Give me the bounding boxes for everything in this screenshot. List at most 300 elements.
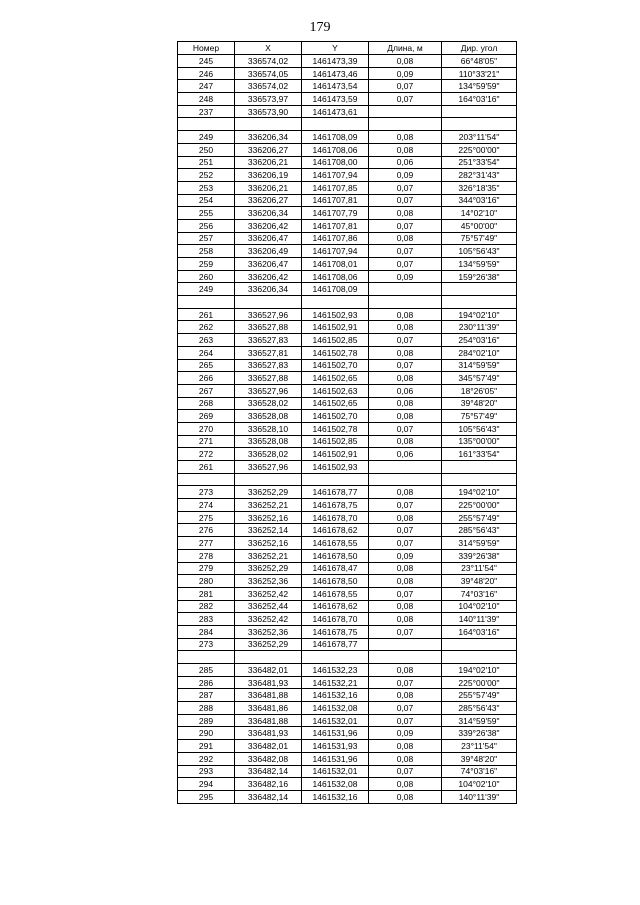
cell-y: 1461531,96 xyxy=(302,727,369,740)
cell-length: 0,08 xyxy=(369,613,442,626)
cell-y: 1461532,16 xyxy=(302,689,369,702)
cell-direction-angle: 339°26'38" xyxy=(442,727,517,740)
cell-x: 336252,29 xyxy=(235,486,302,499)
cell-number: 289 xyxy=(178,714,235,727)
cell-x: 336482,01 xyxy=(235,664,302,677)
cell-length: 0,09 xyxy=(369,169,442,182)
cell-number: 268 xyxy=(178,397,235,410)
cell-x xyxy=(235,473,302,486)
cell-number: 288 xyxy=(178,702,235,715)
cell-direction-angle: 251°33'54" xyxy=(442,156,517,169)
cell-x: 336252,21 xyxy=(235,549,302,562)
cell-x: 336481,88 xyxy=(235,714,302,727)
cell-y: 1461678,75 xyxy=(302,625,369,638)
cell-number: 261 xyxy=(178,461,235,474)
cell-direction-angle: 45°00'00" xyxy=(442,219,517,232)
table-row xyxy=(178,562,517,575)
table-row xyxy=(178,334,517,347)
cell-x: 336482,01 xyxy=(235,740,302,753)
table-row xyxy=(178,765,517,778)
cell-length: 0,07 xyxy=(369,422,442,435)
cell-x: 336528,02 xyxy=(235,397,302,410)
cell-y: 1461473,54 xyxy=(302,80,369,93)
cell-x: 336252,44 xyxy=(235,600,302,613)
cell-x: 336206,21 xyxy=(235,181,302,194)
cell-y: 1461532,08 xyxy=(302,778,369,791)
cell-x: 336481,93 xyxy=(235,727,302,740)
cell-number: 261 xyxy=(178,308,235,321)
cell-length xyxy=(369,105,442,118)
cell-y: 1461707,81 xyxy=(302,194,369,207)
cell-direction-angle: 164°03'16" xyxy=(442,625,517,638)
cell-direction-angle: 104°02'10" xyxy=(442,778,517,791)
table-row xyxy=(178,613,517,626)
cell-number: 258 xyxy=(178,245,235,258)
cell-y: 1461502,78 xyxy=(302,346,369,359)
cell-direction-angle: 255°57'49" xyxy=(442,689,517,702)
cell-length: 0,07 xyxy=(369,258,442,271)
table-row xyxy=(178,587,517,600)
table-body xyxy=(178,55,517,804)
cell-y: 1461502,65 xyxy=(302,372,369,385)
cell-number: 275 xyxy=(178,511,235,524)
cell-direction-angle: 326°18'35" xyxy=(442,181,517,194)
table-row xyxy=(178,397,517,410)
cell-direction-angle: 75°57'49" xyxy=(442,232,517,245)
cell-direction-angle: 314°59'59" xyxy=(442,537,517,550)
cell-y: 1461532,16 xyxy=(302,790,369,803)
cell-x: 336206,42 xyxy=(235,219,302,232)
cell-length: 0,07 xyxy=(369,499,442,512)
cell-length: 0,09 xyxy=(369,270,442,283)
cell-number: 269 xyxy=(178,410,235,423)
cell-length xyxy=(369,283,442,296)
cell-x: 336206,27 xyxy=(235,143,302,156)
cell-number: 283 xyxy=(178,613,235,626)
cell-direction-angle: 104°02'10" xyxy=(442,600,517,613)
cell-number: 262 xyxy=(178,321,235,334)
cell-direction-angle: 39°48'20" xyxy=(442,752,517,765)
cell-length: 0,08 xyxy=(369,346,442,359)
cell-y: 1461708,00 xyxy=(302,156,369,169)
cell-number: 274 xyxy=(178,499,235,512)
table-row xyxy=(178,790,517,803)
cell-length: 0,08 xyxy=(369,207,442,220)
cell-y: 1461678,75 xyxy=(302,499,369,512)
cell-x: 336252,16 xyxy=(235,537,302,550)
cell-direction-angle: 39°48'20" xyxy=(442,397,517,410)
cell-number: 277 xyxy=(178,537,235,550)
cell-length: 0,08 xyxy=(369,664,442,677)
cell-number: 282 xyxy=(178,600,235,613)
cell-y: 1461502,91 xyxy=(302,321,369,334)
table-row xyxy=(178,752,517,765)
cell-length: 0,08 xyxy=(369,486,442,499)
cell-length: 0,07 xyxy=(369,702,442,715)
cell-x: 336527,81 xyxy=(235,346,302,359)
cell-number: 247 xyxy=(178,80,235,93)
table-row xyxy=(178,702,517,715)
cell-number: 265 xyxy=(178,359,235,372)
cell-number: 246 xyxy=(178,67,235,80)
cell-direction-angle: 194°02'10" xyxy=(442,308,517,321)
cell-y: 1461707,85 xyxy=(302,181,369,194)
cell-y: 1461532,23 xyxy=(302,664,369,677)
cell-y: 1461678,47 xyxy=(302,562,369,575)
cell-number: 284 xyxy=(178,625,235,638)
table-row xyxy=(178,384,517,397)
page-number: 179 xyxy=(309,20,331,35)
cell-number: 294 xyxy=(178,778,235,791)
table-row xyxy=(178,473,517,486)
cell-x: 336527,88 xyxy=(235,321,302,334)
header-y: Y xyxy=(302,42,369,55)
cell-x: 336528,08 xyxy=(235,410,302,423)
table-row xyxy=(178,638,517,651)
cell-x: 336252,29 xyxy=(235,562,302,575)
cell-x: 336574,02 xyxy=(235,80,302,93)
cell-length: 0,07 xyxy=(369,194,442,207)
cell-x: 336482,14 xyxy=(235,765,302,778)
cell-direction-angle: 74°03'16" xyxy=(442,765,517,778)
cell-y xyxy=(302,296,369,309)
cell-length: 0,07 xyxy=(369,537,442,550)
header-x: X xyxy=(235,42,302,55)
cell-x: 336206,21 xyxy=(235,156,302,169)
cell-x: 336574,05 xyxy=(235,67,302,80)
table-row xyxy=(178,664,517,677)
cell-x: 336481,88 xyxy=(235,689,302,702)
cell-number: 281 xyxy=(178,587,235,600)
cell-x: 336252,29 xyxy=(235,638,302,651)
cell-y: 1461531,93 xyxy=(302,740,369,753)
cell-number: 271 xyxy=(178,435,235,448)
cell-y: 1461473,59 xyxy=(302,93,369,106)
cell-length: 0,08 xyxy=(369,55,442,68)
cell-direction-angle: 23°11'54" xyxy=(442,740,517,753)
table-row xyxy=(178,778,517,791)
cell-length: 0,08 xyxy=(369,562,442,575)
cell-x: 336573,97 xyxy=(235,93,302,106)
cell-direction-angle xyxy=(442,461,517,474)
cell-length: 0,08 xyxy=(369,397,442,410)
cell-length: 0,08 xyxy=(369,308,442,321)
cell-length: 0,08 xyxy=(369,143,442,156)
cell-y: 1461502,85 xyxy=(302,334,369,347)
cell-length: 0,09 xyxy=(369,727,442,740)
cell-length: 0,08 xyxy=(369,752,442,765)
cell-direction-angle: 285°56'43" xyxy=(442,702,517,715)
cell-x: 336481,93 xyxy=(235,676,302,689)
cell-direction-angle: 164°03'16" xyxy=(442,93,517,106)
table-row xyxy=(178,270,517,283)
cell-length: 0,08 xyxy=(369,372,442,385)
cell-y: 1461708,09 xyxy=(302,131,369,144)
table-row xyxy=(178,575,517,588)
cell-y: 1461707,81 xyxy=(302,219,369,232)
cell-length: 0,08 xyxy=(369,410,442,423)
cell-y: 1461502,93 xyxy=(302,308,369,321)
cell-x: 336206,34 xyxy=(235,283,302,296)
cell-x: 336206,34 xyxy=(235,207,302,220)
cell-length xyxy=(369,651,442,664)
cell-y: 1461502,93 xyxy=(302,461,369,474)
cell-length: 0,06 xyxy=(369,156,442,169)
cell-number xyxy=(178,473,235,486)
cell-length: 0,07 xyxy=(369,245,442,258)
cell-x: 336206,49 xyxy=(235,245,302,258)
table-row xyxy=(178,435,517,448)
cell-y: 1461708,01 xyxy=(302,258,369,271)
cell-y: 1461678,62 xyxy=(302,524,369,537)
table-row xyxy=(178,296,517,309)
cell-y: 1461502,70 xyxy=(302,410,369,423)
cell-direction-angle xyxy=(442,473,517,486)
cell-direction-angle: 225°00'00" xyxy=(442,143,517,156)
cell-number: 295 xyxy=(178,790,235,803)
table-row xyxy=(178,131,517,144)
table-row xyxy=(178,118,517,131)
table-row xyxy=(178,448,517,461)
cell-length: 0,07 xyxy=(369,181,442,194)
cell-number: 266 xyxy=(178,372,235,385)
cell-length xyxy=(369,473,442,486)
cell-length: 0,09 xyxy=(369,67,442,80)
cell-y: 1461678,55 xyxy=(302,537,369,550)
table-row xyxy=(178,524,517,537)
cell-y: 1461532,01 xyxy=(302,714,369,727)
table-row xyxy=(178,181,517,194)
cell-length: 0,08 xyxy=(369,321,442,334)
cell-number: 251 xyxy=(178,156,235,169)
cell-number: 291 xyxy=(178,740,235,753)
table-row xyxy=(178,537,517,550)
cell-length: 0,07 xyxy=(369,625,442,638)
table-row xyxy=(178,625,517,638)
cell-direction-angle: 105°56'43" xyxy=(442,245,517,258)
table-row xyxy=(178,740,517,753)
cell-length: 0,08 xyxy=(369,232,442,245)
cell-x xyxy=(235,296,302,309)
cell-direction-angle: 194°02'10" xyxy=(442,486,517,499)
cell-number: 249 xyxy=(178,131,235,144)
cell-y: 1461678,50 xyxy=(302,549,369,562)
cell-direction-angle: 159°26'38" xyxy=(442,270,517,283)
cell-number: 249 xyxy=(178,283,235,296)
table-row xyxy=(178,55,517,68)
cell-direction-angle: 314°59'59" xyxy=(442,714,517,727)
table-row xyxy=(178,207,517,220)
cell-length xyxy=(369,118,442,131)
cell-number: 264 xyxy=(178,346,235,359)
cell-direction-angle: 203°11'54" xyxy=(442,131,517,144)
table-row xyxy=(178,549,517,562)
cell-direction-angle: 339°26'38" xyxy=(442,549,517,562)
cell-length: 0,07 xyxy=(369,714,442,727)
cell-direction-angle: 23°11'54" xyxy=(442,562,517,575)
cell-x: 336528,08 xyxy=(235,435,302,448)
cell-x: 336206,42 xyxy=(235,270,302,283)
cell-length: 0,09 xyxy=(369,549,442,562)
table-row xyxy=(178,346,517,359)
cell-length: 0,08 xyxy=(369,790,442,803)
cell-x: 336252,42 xyxy=(235,613,302,626)
cell-length: 0,08 xyxy=(369,600,442,613)
cell-length: 0,07 xyxy=(369,676,442,689)
table-row xyxy=(178,359,517,372)
cell-number: 257 xyxy=(178,232,235,245)
cell-x: 336482,16 xyxy=(235,778,302,791)
table-row xyxy=(178,511,517,524)
cell-y: 1461532,21 xyxy=(302,676,369,689)
cell-length xyxy=(369,638,442,651)
cell-direction-angle: 345°57'49" xyxy=(442,372,517,385)
cell-x: 336573,90 xyxy=(235,105,302,118)
cell-length: 0,07 xyxy=(369,334,442,347)
cell-direction-angle: 140°11'39" xyxy=(442,613,517,626)
cell-x: 336527,96 xyxy=(235,308,302,321)
header-direction-angle: Дир. угол xyxy=(442,42,517,55)
cell-y: 1461502,65 xyxy=(302,397,369,410)
cell-length: 0,07 xyxy=(369,765,442,778)
cell-number: 263 xyxy=(178,334,235,347)
cell-direction-angle: 230°11'39" xyxy=(442,321,517,334)
cell-direction-angle: 140°11'39" xyxy=(442,790,517,803)
cell-number: 260 xyxy=(178,270,235,283)
cell-x: 336206,34 xyxy=(235,131,302,144)
cell-length: 0,06 xyxy=(369,448,442,461)
cell-number: 287 xyxy=(178,689,235,702)
cell-y: 1461707,79 xyxy=(302,207,369,220)
cell-y: 1461473,39 xyxy=(302,55,369,68)
cell-y: 1461678,70 xyxy=(302,511,369,524)
header-length: Длина, м xyxy=(369,42,442,55)
cell-x: 336206,19 xyxy=(235,169,302,182)
cell-direction-angle: 285°56'43" xyxy=(442,524,517,537)
cell-x: 336252,42 xyxy=(235,587,302,600)
cell-y: 1461473,46 xyxy=(302,67,369,80)
cell-direction-angle: 161°33'54" xyxy=(442,448,517,461)
table-row xyxy=(178,67,517,80)
cell-length: 0,07 xyxy=(369,219,442,232)
cell-length: 0,08 xyxy=(369,575,442,588)
table-row xyxy=(178,600,517,613)
cell-direction-angle: 134°59'59" xyxy=(442,80,517,93)
cell-number: 245 xyxy=(178,55,235,68)
cell-number: 276 xyxy=(178,524,235,537)
cell-number: 256 xyxy=(178,219,235,232)
cell-length: 0,07 xyxy=(369,587,442,600)
table-row xyxy=(178,105,517,118)
cell-direction-angle: 254°03'16" xyxy=(442,334,517,347)
cell-y: 1461502,91 xyxy=(302,448,369,461)
table-row xyxy=(178,194,517,207)
cell-length xyxy=(369,296,442,309)
table-row xyxy=(178,245,517,258)
cell-x: 336252,36 xyxy=(235,575,302,588)
cell-x: 336574,02 xyxy=(235,55,302,68)
cell-y: 1461678,77 xyxy=(302,638,369,651)
cell-number: 250 xyxy=(178,143,235,156)
cell-direction-angle: 39°48'20" xyxy=(442,575,517,588)
cell-number: 255 xyxy=(178,207,235,220)
cell-direction-angle: 282°31'43" xyxy=(442,169,517,182)
cell-y xyxy=(302,473,369,486)
cell-y xyxy=(302,118,369,131)
cell-x: 336482,08 xyxy=(235,752,302,765)
cell-number xyxy=(178,651,235,664)
cell-length: 0,07 xyxy=(369,93,442,106)
cell-y: 1461502,70 xyxy=(302,359,369,372)
cell-number: 254 xyxy=(178,194,235,207)
cell-y: 1461678,50 xyxy=(302,575,369,588)
table-row xyxy=(178,93,517,106)
cell-direction-angle xyxy=(442,118,517,131)
cell-x: 336528,10 xyxy=(235,422,302,435)
cell-length: 0,08 xyxy=(369,131,442,144)
cell-y: 1461678,55 xyxy=(302,587,369,600)
cell-y: 1461678,77 xyxy=(302,486,369,499)
cell-direction-angle: 314°59'59" xyxy=(442,359,517,372)
table-row xyxy=(178,499,517,512)
cell-y: 1461502,63 xyxy=(302,384,369,397)
cell-direction-angle: 255°57'49" xyxy=(442,511,517,524)
cell-number: 279 xyxy=(178,562,235,575)
cell-y: 1461707,94 xyxy=(302,169,369,182)
cell-number: 278 xyxy=(178,549,235,562)
cell-direction-angle: 75°57'49" xyxy=(442,410,517,423)
cell-y: 1461708,09 xyxy=(302,283,369,296)
cell-direction-angle: 194°02'10" xyxy=(442,664,517,677)
cell-length: 0,06 xyxy=(369,384,442,397)
cell-length: 0,08 xyxy=(369,511,442,524)
cell-y: 1461502,78 xyxy=(302,422,369,435)
cell-number: 237 xyxy=(178,105,235,118)
table-row xyxy=(178,283,517,296)
table-row xyxy=(178,651,517,664)
cell-x: 336527,83 xyxy=(235,334,302,347)
cell-y: 1461678,70 xyxy=(302,613,369,626)
cell-number: 273 xyxy=(178,486,235,499)
cell-direction-angle: 225°00'00" xyxy=(442,676,517,689)
cell-number: 285 xyxy=(178,664,235,677)
table-row xyxy=(178,308,517,321)
cell-y: 1461707,94 xyxy=(302,245,369,258)
cell-number: 272 xyxy=(178,448,235,461)
cell-direction-angle: 110°33'21" xyxy=(442,67,517,80)
cell-length: 0,08 xyxy=(369,740,442,753)
cell-y: 1461532,08 xyxy=(302,702,369,715)
cell-length: 0,07 xyxy=(369,524,442,537)
cell-number: 292 xyxy=(178,752,235,765)
cell-direction-angle xyxy=(442,283,517,296)
cell-x: 336482,14 xyxy=(235,790,302,803)
cell-direction-angle: 135°00'00" xyxy=(442,435,517,448)
table-row xyxy=(178,689,517,702)
cell-x: 336528,02 xyxy=(235,448,302,461)
cell-y: 1461708,06 xyxy=(302,143,369,156)
cell-direction-angle: 105°56'43" xyxy=(442,422,517,435)
cell-x: 336527,83 xyxy=(235,359,302,372)
cell-length: 0,08 xyxy=(369,435,442,448)
table-row xyxy=(178,80,517,93)
table-row xyxy=(178,676,517,689)
cell-y: 1461678,62 xyxy=(302,600,369,613)
cell-direction-angle: 284°02'10" xyxy=(442,346,517,359)
cell-y: 1461531,96 xyxy=(302,752,369,765)
header-number: Номер xyxy=(178,42,235,55)
cell-direction-angle xyxy=(442,105,517,118)
